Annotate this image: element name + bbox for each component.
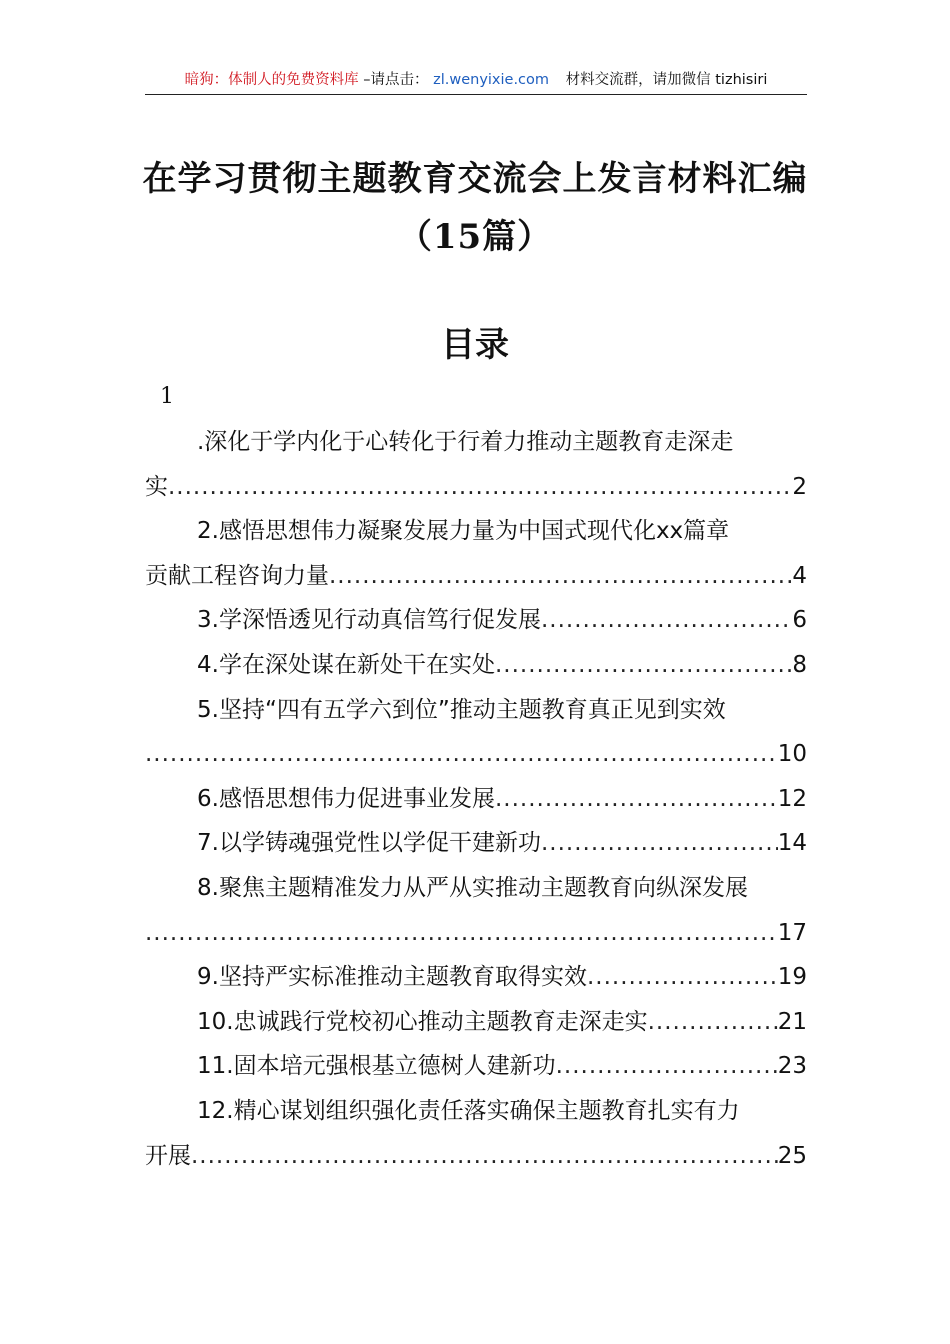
toc-page-number: 14 [777, 830, 807, 857]
toc-page-number: 6 [792, 607, 807, 634]
toc-entry-title: 9.坚持严实标准推动主题教育取得实效 [197, 964, 587, 991]
toc-page-number: 23 [777, 1053, 807, 1080]
toc-entry[interactable] [145, 1000, 807, 1045]
toc-leader-dots [145, 732, 778, 777]
toc-leader-dots [541, 598, 792, 643]
toc-leader-dots [145, 911, 778, 956]
toc-leader-dots [495, 643, 792, 688]
watermark-header [145, 66, 807, 95]
header-click-prefix: –请点击： [363, 72, 429, 88]
document-title: 在学习贯彻主题教育交流会上发言材料汇编（15篇） [142, 159, 808, 257]
toc-entry[interactable] [145, 598, 807, 643]
toc-entry-title: 6.感悟思想伟力促进事业发展 [197, 785, 495, 812]
toc-leader-dots [541, 821, 778, 866]
toc-leader-dots [168, 465, 792, 510]
toc-entry[interactable] [145, 777, 807, 822]
toc-entry-title: 12.精心谋划组织强化责任落实确保主题教育扎实有力 [197, 1097, 740, 1124]
toc-entry[interactable] [145, 821, 807, 866]
toc-entry-title-cont: 开展 [145, 1142, 191, 1169]
header-group-info: 材料交流群，请加微信 tizhisiri [565, 72, 768, 88]
toc-page-number: 17 [777, 919, 807, 946]
toc-leader-dots [587, 955, 778, 1000]
toc-entry[interactable] [145, 509, 807, 598]
toc-entry-title: 2.感悟思想伟力凝聚发展力量为中国式现代化xx篇章 [197, 518, 730, 545]
toc-entry[interactable] [145, 643, 807, 688]
toc-entry[interactable] [145, 1044, 807, 1089]
toc-leader-dots [191, 1134, 778, 1179]
toc-page-number: 8 [792, 651, 807, 678]
toc-entry-title: 8.聚焦主题精准发力从严从实推动主题教育向纵深发展 [197, 874, 748, 901]
toc-entry-title: .深化于学内化于心转化于行着力推动主题教育走深走 [197, 429, 734, 455]
toc-entry-title: 11.固本培元强根基立德树人建新功 [197, 1053, 556, 1080]
toc-entry-title: 5.坚持“四有五学六到位”推动主题教育真正见到实效 [197, 696, 726, 723]
toc-leader-dots [329, 554, 792, 599]
toc-page-number: 19 [777, 964, 807, 991]
toc-leader-dots [648, 1000, 778, 1045]
toc-entry-title: 3.学深悟透见行动真信笃行促发展 [197, 607, 541, 634]
toc-entry-title: 10.忠诚践行党校初心推动主题教育走深走实 [197, 1008, 648, 1035]
toc-page-number: 21 [777, 1008, 807, 1035]
toc-entry[interactable] [145, 420, 807, 509]
toc-entry-title-cont: 实 [145, 473, 168, 500]
toc-entry[interactable] [145, 688, 807, 777]
toc-heading: 目录 [441, 325, 509, 365]
toc-page-number: 2 [792, 473, 807, 500]
header-brand: 暗狗：体制人的免费资料库 [184, 72, 359, 88]
toc-entry-title-cont: 贡献工程咨询力量 [145, 562, 329, 589]
header-link[interactable]: zl.wenyixie.com [433, 72, 550, 88]
toc-entry-title: 4.学在深处谋在新处干在实处 [197, 651, 495, 678]
toc-first-number: 1 [160, 384, 174, 409]
toc-entry[interactable] [145, 955, 807, 1000]
toc-leader-dots [556, 1044, 778, 1089]
table-of-contents [145, 420, 807, 1178]
toc-entry-title: 7.以学铸魂强党性以学促干建新功 [197, 830, 541, 857]
toc-page-number: 12 [777, 785, 807, 812]
toc-page-number: 4 [792, 562, 807, 589]
toc-entry[interactable] [145, 866, 807, 955]
toc-page-number: 25 [777, 1142, 807, 1169]
toc-entry[interactable] [145, 1089, 807, 1178]
toc-page-number: 10 [777, 741, 807, 768]
toc-leader-dots [495, 777, 778, 822]
